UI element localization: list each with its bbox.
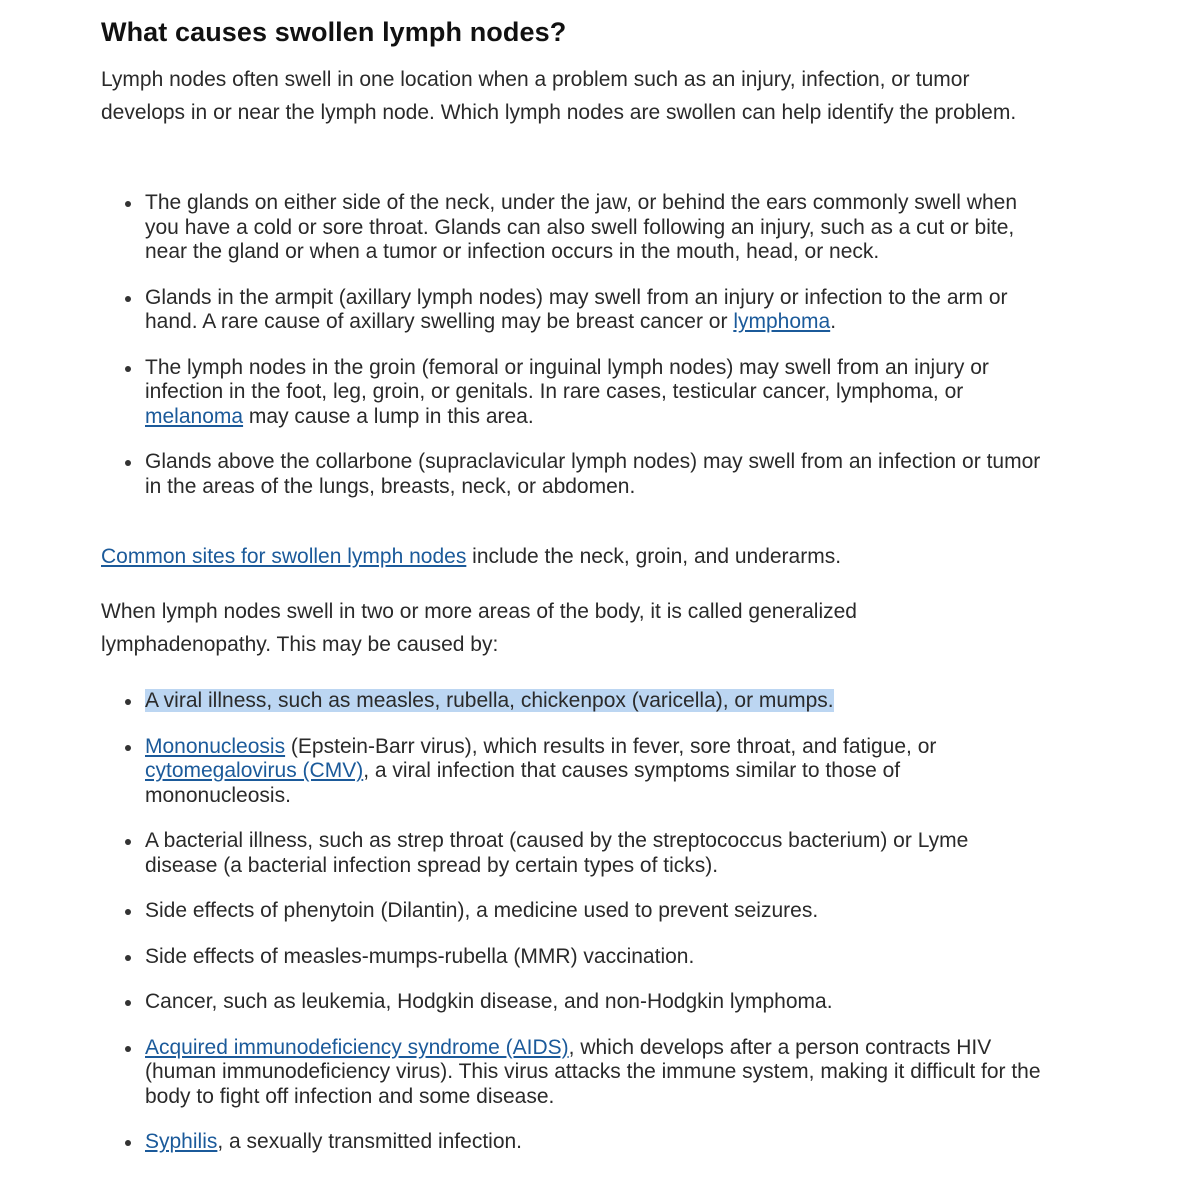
list-item (101, 829, 1041, 878)
bullet-icon (125, 1140, 131, 1146)
list-item (101, 945, 1041, 970)
localized-causes-list (101, 191, 1041, 499)
list-item-text: The lymph nodes in the groin (femoral or inguinal lymph nodes) may swell from an injury or infection in the foot, leg, groin, or genitals. In rare cases, testicular cancer, lymphoma, or (145, 355, 989, 403)
bullet-icon (125, 201, 131, 207)
list-item-text: Side effects of measles-mumps-rubella (MMR) vaccination. (145, 944, 695, 968)
bullet-icon (125, 909, 131, 915)
generalized-causes-list (101, 689, 1041, 1155)
lymphoma-link[interactable]: lymphoma (733, 310, 831, 333)
list-item (101, 1036, 1041, 1110)
list-item-text: Glands in the armpit (axillary lymph nodes) may swell from an injury or infection to the arm or hand. A rare cause of axillary swelling may be breast cancer or (145, 285, 1008, 333)
list-item (101, 356, 1041, 430)
list-item-text: (Epstein-Barr virus), which results in fever, sore throat, and fatigue, or (285, 734, 937, 758)
selected-text[interactable]: A viral illness, such as measles, rubella, chickenpox (varicella), or mumps. (145, 689, 834, 712)
common-sites-paragraph (101, 540, 1031, 573)
mononucleosis-link[interactable]: Mononucleosis (145, 734, 286, 758)
bullet-icon (125, 699, 131, 705)
bullet-icon (125, 366, 131, 372)
list-item-text: . (830, 310, 837, 333)
list-item-text: A bacterial illness, such as strep throat (caused by the streptococcus bacterium) or Lyme disease (a bacterial infection spread by certain types of ticks). (145, 829, 969, 877)
section-heading: What causes swollen lymph nodes? (101, 17, 567, 47)
common-sites-text: include the neck, groin, and underarms. (466, 545, 842, 568)
intro-paragraph: Lymph nodes often swell in one location when a problem such as an injury, infection, or tumor develops in or near the lymph node. Which lymph nodes are swollen can help identify the problem. (101, 68, 1017, 124)
list-item-text: may cause a lump in this area. (243, 404, 534, 428)
bullet-icon (125, 839, 131, 845)
list-item-text: , a viral infection that causes symptoms similar to those of mononucleosis. (145, 759, 901, 807)
list-item (101, 286, 1041, 335)
bullet-icon (125, 296, 131, 302)
list-item (101, 735, 1041, 809)
aids-link[interactable]: Acquired immunodeficiency syndrome (AIDS) (145, 1035, 569, 1059)
list-item-text: The glands on either side of the neck, under the jaw, or behind the ears commonly swell when you have a cold or sore throat. Glands can also swell following an injury, such as a cut or bite, near the gland or when a tumor or infection occurs in the mouth, head, or neck. (145, 191, 1018, 263)
bullet-icon (125, 745, 131, 751)
cytomegalovirus-link[interactable]: cytomegalovirus (CMV) (145, 759, 364, 782)
list-item (101, 1130, 1041, 1155)
list-item-text: , a sexually transmitted infection. (217, 1130, 523, 1153)
list-item (101, 990, 1041, 1015)
bullet-icon (125, 1000, 131, 1006)
list-item-text: , which develops after a person contracts HIV (human immunodeficiency virus). This virus attacks the immune system, making it difficult for the body to fight off infection and some disease. (145, 1035, 1041, 1108)
list-item-text: Cancer, such as leukemia, Hodgkin disease, and non-Hodgkin lymphoma. (145, 990, 833, 1013)
common-sites-link[interactable]: Common sites for swollen lymph nodes (101, 545, 467, 568)
bullet-icon (125, 955, 131, 961)
list-item (101, 899, 1041, 924)
generalized-paragraph: When lymph nodes swell in two or more areas of the body, it is called generalized lymphadenopathy. This may be caused by: (101, 600, 857, 656)
list-item (101, 450, 1041, 499)
bullet-icon (125, 1046, 131, 1052)
bullet-icon (125, 460, 131, 466)
list-item (101, 191, 1041, 265)
list-item-text: Glands above the collarbone (supraclavicular lymph nodes) may swell from an infection or tumor in the areas of the lungs, breasts, neck, or abdomen. (145, 450, 1041, 498)
list-item (101, 689, 1041, 714)
syphilis-link[interactable]: Syphilis (145, 1130, 218, 1153)
list-item-text: Side effects of phenytoin (Dilantin), a medicine used to prevent seizures. (145, 899, 819, 922)
melanoma-link[interactable]: melanoma (145, 404, 244, 428)
